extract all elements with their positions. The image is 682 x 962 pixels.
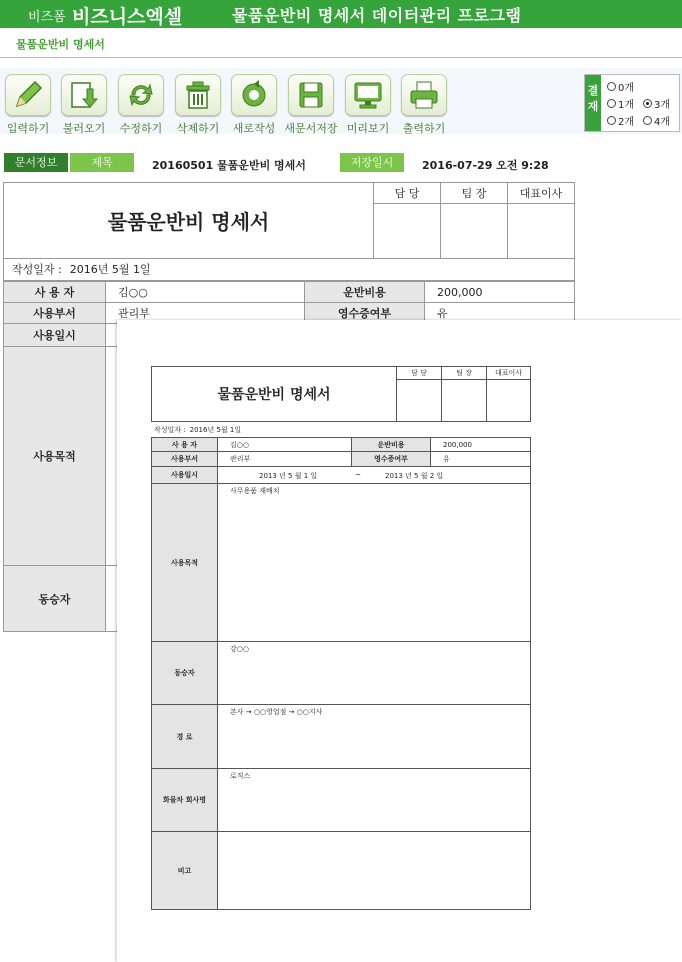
preview-route-value: 본사 → ○○영업점 → ○○지사	[217, 704, 531, 769]
preview-dept-value: 관리부	[217, 451, 352, 467]
approver-sign-1[interactable]	[373, 203, 441, 259]
preview-purpose-value: 사무용품 재배치	[217, 483, 531, 642]
preview-receipt-value: 유	[430, 451, 531, 467]
preview-sign-1	[396, 379, 442, 422]
print-preview	[117, 320, 682, 962]
receipt-value[interactable]: 유	[424, 302, 575, 324]
delete-button[interactable]	[170, 74, 226, 134]
divider	[0, 57, 682, 58]
new-doc-icon	[237, 79, 271, 111]
app-title: 물품운반비 명세서 데이터관리 프로그램	[232, 6, 522, 25]
title-label: 제목	[70, 153, 134, 172]
preview-usedate-value	[217, 466, 531, 484]
preview-dept-label: 사용부서	[151, 451, 218, 467]
preview-approver-3: 대표이사	[486, 366, 531, 380]
input-button[interactable]	[0, 74, 56, 134]
preview-date-label: 작성일자 :	[154, 426, 186, 434]
preview-usedate-label: 사용일시	[151, 466, 218, 484]
preview-remark-label: 비고	[151, 831, 218, 910]
preview-cost-value: 200,000	[430, 437, 531, 452]
preview-sign-2	[441, 379, 487, 422]
preview-date-row	[154, 425, 241, 435]
approver-header-2: 팀 장	[440, 182, 508, 204]
app-header	[0, 0, 682, 28]
purpose-label: 사용목적	[3, 346, 106, 566]
preview-user-value: 김○○	[217, 437, 352, 452]
preview-user-label: 사 용 자	[151, 437, 218, 452]
new-button-label: 새로작성	[232, 122, 276, 135]
preview-cost-label: 운반비용	[351, 437, 431, 452]
preview-route-label: 경 로	[151, 704, 218, 769]
approval-label: 결재	[585, 75, 601, 131]
approver-sign-2[interactable]	[440, 203, 508, 259]
preview-date-value: 2016년 5월 1일	[189, 426, 242, 434]
preview-approver-2: 팀 장	[441, 366, 487, 380]
cost-value[interactable]: 200,000	[424, 281, 575, 303]
brand-small: 비즈폼	[28, 10, 66, 25]
save-new-button[interactable]	[283, 74, 339, 134]
pencil-icon	[11, 79, 45, 111]
edit-button-label: 수정하기	[119, 122, 163, 135]
edit-button[interactable]	[113, 74, 169, 134]
preview-usedate-to: 2013 년 5 월 2 일	[385, 472, 444, 480]
preview-usedate-from: 2013 년 5 월 1 일	[259, 472, 318, 480]
input-button-label: 입력하기	[6, 122, 50, 135]
preview-button-label: 미리보기	[346, 122, 390, 135]
print-button-label: 출력하기	[402, 122, 446, 135]
brand-logo: 비즈니스엑셀	[72, 6, 183, 28]
form-date-row	[3, 258, 575, 281]
approval-count-selector	[584, 74, 680, 132]
preview-button[interactable]	[340, 74, 396, 134]
approval-radio-0[interactable]: 0개	[607, 79, 634, 94]
preview-freight-value: 로직스	[217, 768, 531, 832]
doc-title-value: 20160501 물품운반비 명세서	[152, 159, 306, 172]
preview-title: 물품운반비 명세서	[151, 366, 397, 422]
saved-label: 저장일시	[340, 153, 404, 172]
doc-info-label: 문서정보	[4, 153, 68, 172]
companion-label: 동승자	[3, 565, 106, 632]
print-button[interactable]	[396, 74, 452, 134]
approver-header-1: 담 당	[373, 182, 441, 204]
approval-radio-1[interactable]: 1개	[607, 96, 634, 111]
delete-button-label: 삭제하기	[176, 122, 220, 135]
preview-approver-1: 담 당	[396, 366, 442, 380]
approver-header-3: 대표이사	[507, 182, 575, 204]
save-new-button-label: 새문서저장	[284, 122, 338, 135]
preview-companion-value: 강○○	[217, 641, 531, 705]
preview-receipt-label: 영수증여부	[351, 451, 431, 467]
date-value[interactable]: 2016년 5월 1일	[69, 263, 151, 276]
cost-label: 운반비용	[304, 281, 425, 303]
import-icon	[67, 79, 101, 111]
new-button[interactable]	[226, 74, 282, 134]
printer-icon	[407, 79, 441, 111]
approval-radio-2[interactable]: 2개	[607, 113, 634, 128]
user-value[interactable]: 김○○	[105, 281, 305, 303]
save-icon	[294, 79, 328, 111]
breadcrumb: 물품운반비 명세서	[16, 38, 105, 51]
load-button-label: 불러오기	[62, 122, 106, 135]
receipt-label: 영수증여부	[304, 302, 425, 324]
date-label: 작성일자 :	[12, 263, 62, 276]
preview-purpose-label: 사용목적	[151, 483, 218, 642]
preview-companion-label: 동승자	[151, 641, 218, 705]
preview-remark-value	[217, 831, 531, 910]
preview-freight-label: 화물차 회사명	[151, 768, 218, 832]
refresh-icon	[124, 79, 158, 111]
usedate-label: 사용일시	[3, 323, 106, 347]
dept-label: 사용부서	[3, 302, 106, 324]
approval-radio-4[interactable]: 4개	[643, 113, 670, 128]
load-button[interactable]	[56, 74, 112, 134]
dept-value[interactable]: 관리부	[105, 302, 305, 324]
preview-sign-3	[486, 379, 531, 422]
user-label: 사 용 자	[3, 281, 106, 303]
approver-sign-3[interactable]	[507, 203, 575, 259]
monitor-icon	[351, 79, 385, 111]
trash-icon	[181, 79, 215, 111]
approval-radio-3[interactable]: 3개	[643, 96, 670, 111]
preview-usedate-tilde: ~	[355, 471, 361, 479]
saved-value: 2016-07-29 오전 9:28	[422, 159, 549, 172]
form-title: 물품운반비 명세서	[3, 182, 374, 259]
